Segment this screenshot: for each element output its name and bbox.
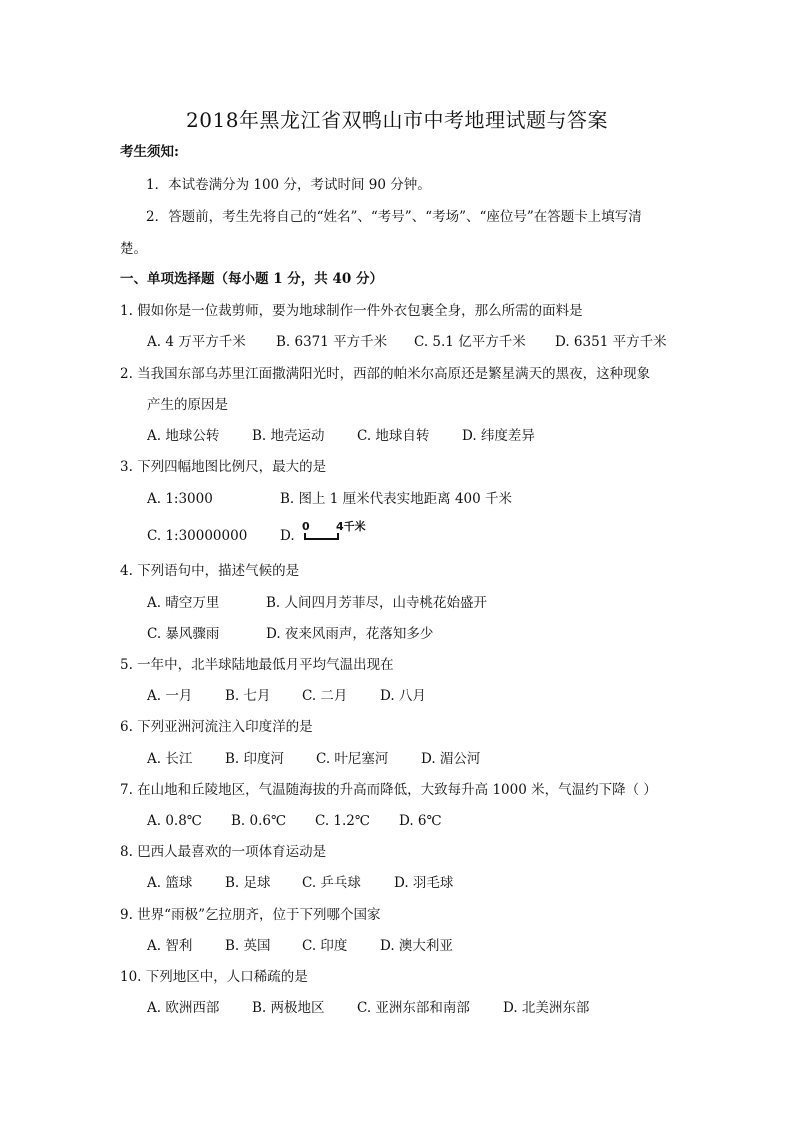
document-title: 2018年黑龙江省双鸭山市中考地理试题与答案	[186, 108, 608, 132]
question-7-option-b: B. 0.6℃	[231, 813, 287, 829]
question-6-option-d: D. 湄公河	[421, 751, 481, 767]
question-10-option-a: A. 欧洲西部	[147, 1000, 220, 1016]
question-2-stem: 2. 当我国东部乌苏里江面撒满阳光时，西部的帕米尔高原还是繁星满天的黑夜，这种现象	[120, 366, 651, 382]
notice-item-2-cont: 楚。	[120, 241, 147, 257]
question-9-option-d: D. 澳大利亚	[380, 938, 453, 954]
question-4-option-d: D. 夜来风雨声，花落知多少	[266, 626, 434, 642]
question-7-option-a: A. 0.8℃	[147, 813, 202, 829]
question-2-option-a: A. 地球公转	[147, 428, 220, 444]
question-2-option-d: D. 纬度差异	[462, 428, 535, 444]
question-3-option-d: D.	[280, 528, 295, 544]
question-2-option-b: B. 地壳运动	[252, 428, 325, 444]
question-5-option-c: C. 二月	[302, 688, 348, 704]
question-1-stem: 1. 假如你是一位裁剪师，要为地球制作一件外衣包裹全身，那么所需的面料是	[120, 303, 583, 319]
question-2-stem-cont: 产生的原因是	[147, 397, 228, 413]
question-4-option-a: A. 晴空万里	[147, 595, 220, 611]
question-6-option-a: A. 长江	[147, 751, 193, 767]
notice-item-2: 2．答题前，考生先将自己的“姓名”、“考号”、“考场”、“座位号”在答题卡上填写清	[146, 209, 642, 225]
question-3-option-a: A. 1:3000	[147, 491, 213, 507]
question-8-option-d: D. 羽毛球	[394, 875, 454, 891]
question-7-option-d: D. 6℃	[399, 813, 442, 829]
question-4-option-c: C. 暴风骤雨	[147, 626, 220, 642]
question-9-option-b: B. 英国	[225, 938, 271, 954]
question-1-option-c: C. 5.1 亿平方千米	[414, 334, 526, 350]
question-7-option-c: C. 1.2℃	[315, 813, 371, 829]
question-7-stem: 7. 在山地和丘陵地区，气温随海拔的升高而降低，大致每升高 1000 米，气温约下降（ ）	[120, 782, 657, 798]
scale-zero-label: 0	[302, 520, 310, 533]
question-9-option-c: C. 印度	[302, 938, 348, 954]
scale-distance-label: 4千米	[336, 520, 366, 533]
question-6-option-c: C. 叶尼塞河	[316, 751, 389, 767]
question-9-option-a: A. 智利	[147, 938, 193, 954]
question-10-option-d: D. 北美洲东部	[503, 1000, 590, 1016]
question-5-stem: 5. 一年中，北半球陆地最低月平均气温出现在	[120, 657, 394, 673]
scale-bar-line	[305, 533, 338, 539]
question-9-stem: 9. 世界“雨极”乞拉朋齐，位于下列哪个国家	[120, 907, 381, 923]
question-4-stem: 4. 下列语句中，描述气候的是	[120, 563, 300, 579]
question-3-option-b: B. 图上 1 厘米代表实地距离 400 千米	[280, 491, 513, 507]
question-4-option-b: B. 人间四月芳菲尽，山寺桃花始盛开	[266, 595, 488, 611]
question-2-option-c: C. 地球自转	[357, 428, 430, 444]
question-1-option-b: B. 6371 平方千米	[276, 334, 388, 350]
section-heading: 一、单项选择题（每小题 1 分，共 40 分）	[120, 271, 383, 287]
question-10-stem: 10. 下列地区中，人口稀疏的是	[120, 969, 308, 985]
question-6-option-b: B. 印度河	[225, 751, 285, 767]
notice-item-1: 1．本试卷满分为 100 分，考试时间 90 分钟。	[146, 177, 431, 193]
question-8-option-a: A. 篮球	[147, 875, 193, 891]
question-1-option-d: D. 6351 平方千米	[555, 334, 667, 350]
question-3-option-c: C. 1:30000000	[147, 528, 248, 544]
question-8-option-b: B. 足球	[225, 875, 271, 891]
question-3-stem: 3. 下列四幅地图比例尺，最大的是	[120, 459, 327, 475]
question-1-option-a: A. 4 万平方千米	[147, 334, 246, 350]
question-5-option-b: B. 七月	[225, 688, 271, 704]
question-6-stem: 6. 下列亚洲河流注入印度洋的是	[120, 719, 313, 735]
question-10-option-c: C. 亚洲东部和南部	[357, 1000, 470, 1016]
question-10-option-b: B. 两极地区	[252, 1000, 325, 1016]
question-5-option-d: D. 八月	[380, 688, 426, 704]
scale-bar	[302, 520, 372, 544]
notice-heading: 考生须知:	[120, 144, 179, 160]
question-5-option-a: A. 一月	[147, 688, 193, 704]
question-8-option-c: C. 乒乓球	[302, 875, 361, 891]
question-8-stem: 8. 巴西人最喜欢的一项体育运动是	[120, 844, 327, 860]
